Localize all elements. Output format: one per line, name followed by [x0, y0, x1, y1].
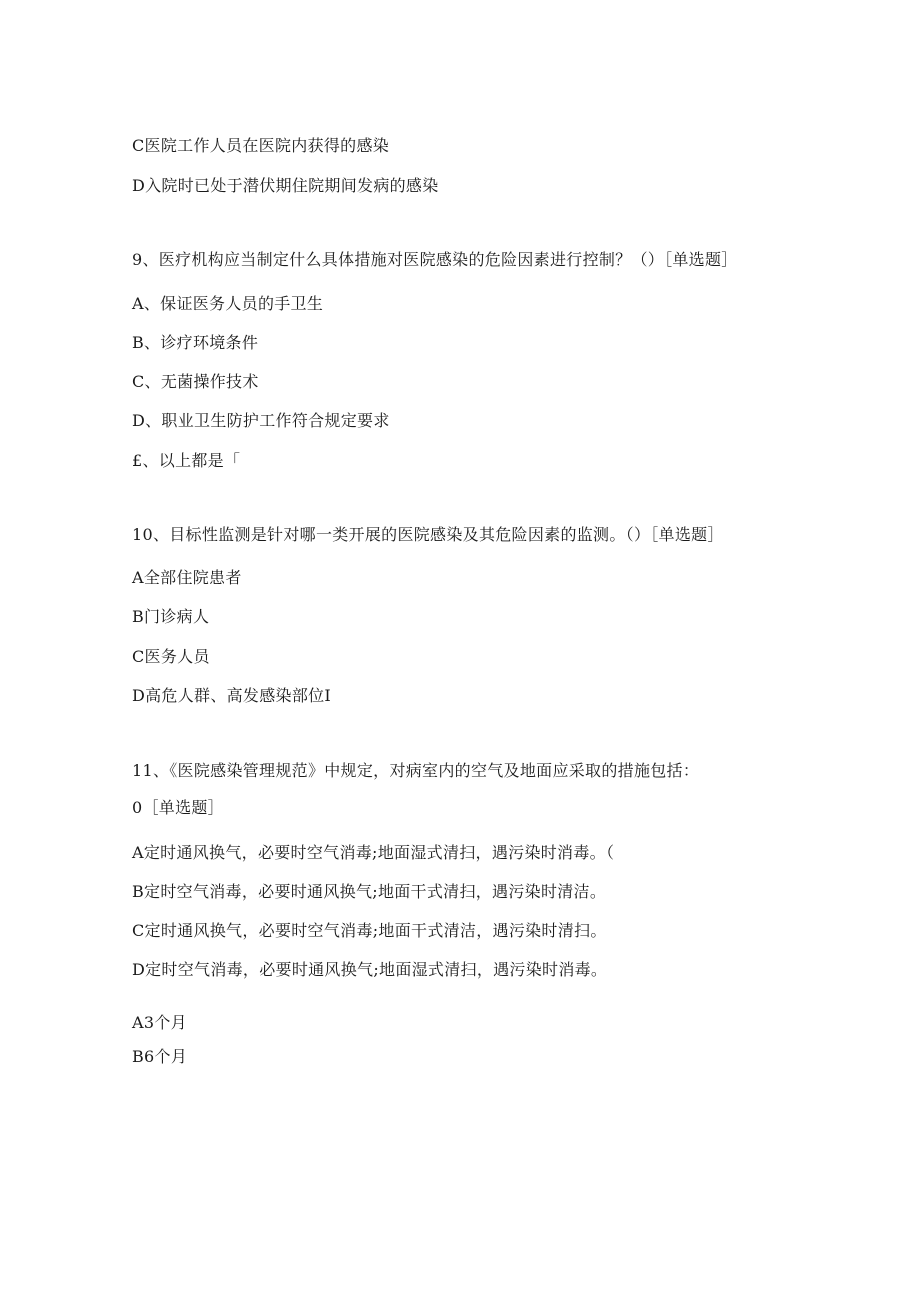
q8-option-c: C医院工作人员在医院内获得的感染 [132, 136, 390, 155]
q11-option-d: D定时空气消毒，必要时通风换气;地面湿式清扫，遇污染时消毒。 [132, 960, 608, 979]
q12-option-b: B6个月 [132, 1047, 188, 1066]
q10-option-c: C医务人员 [132, 647, 210, 666]
q9-question: 9、医疗机构应当制定什么具体措施对医院感染的危险因素进行控制？（）［单选题］ [132, 250, 738, 269]
q10-option-b: B门诊病人 [132, 607, 210, 626]
q11-question: 11、《医院感染管理规范》中规定，对病室内的空气及地面应采取的措施包括： [132, 761, 700, 780]
q11-option-b: B定时空气消毒，必要时通风换气;地面干式清扫，遇污染时清洁。 [132, 882, 607, 901]
q11-question-cont: 0［单选题］ [132, 798, 224, 817]
q10-option-a: A全部住院患者 [132, 568, 242, 587]
q11-option-c: C定时通风换气，必要时空气消毒;地面干式清洁，遇污染时清扫。 [132, 921, 607, 940]
q12-option-a: A3个月 [132, 1013, 187, 1032]
q11-option-a: A定时通风换气，必要时空气消毒;地面湿式清扫，遇污染时消毒。（ [132, 843, 615, 862]
q10-question: 10、目标性监测是针对哪一类开展的医院感染及其危险因素的监测。（）［单选题］ [132, 525, 724, 544]
q9-option-e: £、以上都是「 [132, 451, 241, 470]
q8-option-d: D入院时已处于潜伏期住院期间发病的感染 [132, 176, 439, 195]
q9-option-b: B、诊疗环境条件 [132, 333, 259, 352]
q10-option-d: D高危人群、高发感染部位I [132, 686, 332, 705]
q9-option-c: C、无菌操作技术 [132, 372, 259, 391]
q9-option-a: A、保证医务人员的手卫生 [132, 294, 324, 313]
q9-option-d: D、职业卫生防护工作符合规定要求 [132, 411, 390, 430]
